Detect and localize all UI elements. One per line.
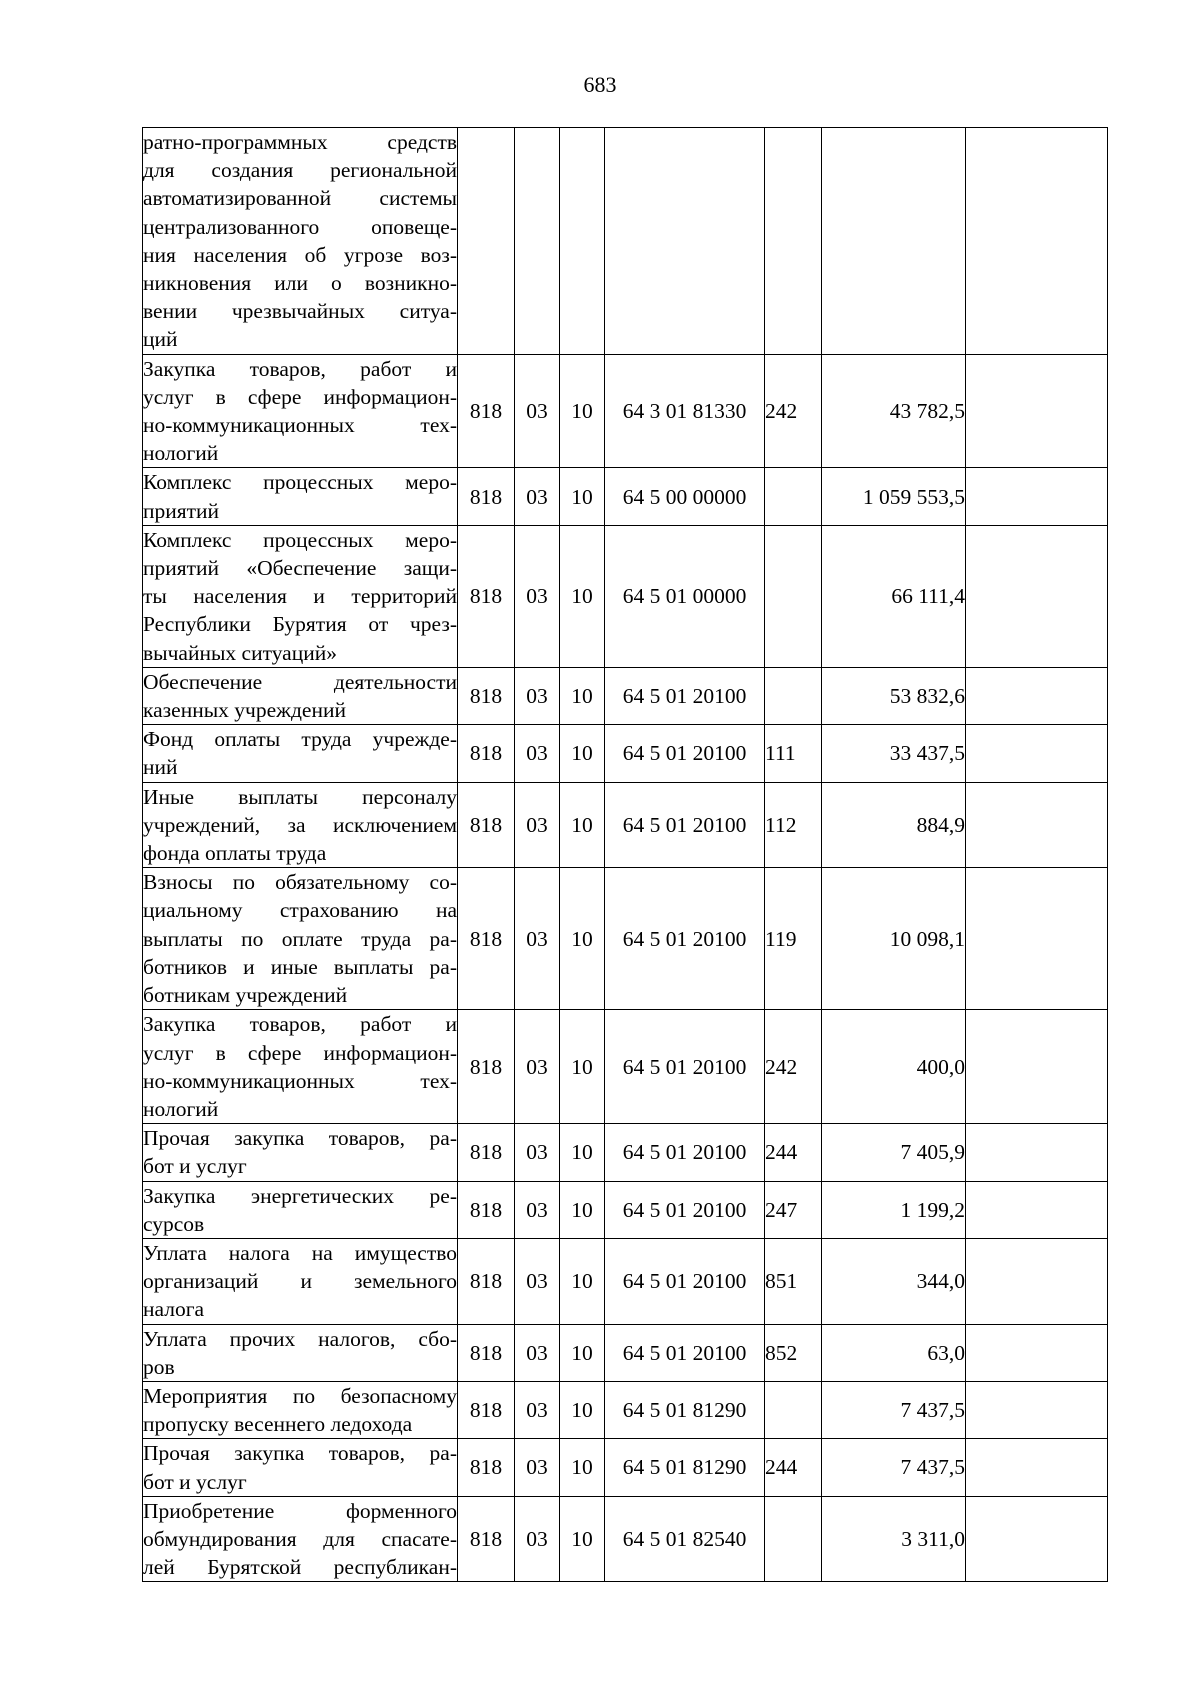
table-row	[143, 725, 1108, 782]
cell-ministry-code: 818	[458, 525, 515, 667]
cell-item-name	[143, 1181, 458, 1238]
cell-amount: 53 832,6	[822, 667, 966, 724]
cell-expense-type-code	[765, 128, 822, 355]
name-line: услуг в сфере информацион-	[143, 1040, 457, 1065]
cell-ministry-code: 818	[458, 1324, 515, 1381]
cell-extra	[966, 667, 1108, 724]
cell-expense-type-code: 119	[765, 868, 822, 1010]
name-line: бот и услуг	[143, 1469, 247, 1494]
cell-item-name	[143, 667, 458, 724]
cell-subsection-code: 10	[560, 468, 605, 525]
name-line: лей Бурятской республикан-	[143, 1555, 457, 1580]
cell-subsection-code: 10	[560, 1439, 605, 1496]
cell-amount: 43 782,5	[822, 354, 966, 468]
name-line: Прочая закупка товаров, ра-	[143, 1441, 457, 1466]
cell-section-code: 03	[515, 1238, 560, 1324]
cell-amount: 3 311,0	[822, 1496, 966, 1582]
cell-ministry-code: 818	[458, 1124, 515, 1181]
cell-section-code: 03	[515, 782, 560, 868]
cell-ministry-code: 818	[458, 782, 515, 868]
cell-expense-type-code: 852	[765, 1324, 822, 1381]
cell-item-name	[143, 1381, 458, 1438]
name-line: обмундирования для спасате-	[143, 1526, 457, 1551]
cell-amount: 10 098,1	[822, 868, 966, 1010]
cell-extra	[966, 782, 1108, 868]
cell-target-article-code: 64 5 01 20100	[605, 1238, 765, 1324]
cell-extra	[966, 354, 1108, 468]
cell-extra	[966, 1124, 1108, 1181]
cell-expense-type-code	[765, 667, 822, 724]
name-line: учреждений, за исключением	[143, 812, 457, 837]
cell-item-name	[143, 468, 458, 525]
cell-amount: 7 437,5	[822, 1381, 966, 1438]
cell-item-name	[143, 868, 458, 1010]
name-line: никновения или о возникно-	[143, 271, 457, 296]
name-line: Комплекс процессных меро-	[143, 470, 457, 495]
cell-extra	[966, 1324, 1108, 1381]
cell-target-article-code: 64 3 01 81330	[605, 354, 765, 468]
name-line: Республики Бурятия от чрез-	[143, 612, 457, 637]
cell-target-article-code: 64 5 01 81290	[605, 1381, 765, 1438]
cell-target-article-code: 64 5 01 20100	[605, 782, 765, 868]
table-row	[143, 1181, 1108, 1238]
table-row	[143, 667, 1108, 724]
cell-subsection-code: 10	[560, 1324, 605, 1381]
cell-extra	[966, 1496, 1108, 1582]
table-row	[143, 1124, 1108, 1181]
cell-ministry-code: 818	[458, 1381, 515, 1438]
cell-item-name	[143, 128, 458, 355]
cell-expense-type-code: 244	[765, 1439, 822, 1496]
cell-item-name	[143, 782, 458, 868]
cell-ministry-code: 818	[458, 1439, 515, 1496]
cell-subsection-code	[560, 128, 605, 355]
name-line: Иные выплаты персоналу	[143, 784, 457, 809]
cell-item-name	[143, 1496, 458, 1582]
cell-subsection-code: 10	[560, 667, 605, 724]
budget-table	[142, 127, 1108, 1582]
cell-amount: 400,0	[822, 1010, 966, 1124]
name-line: ты населения и территорий	[143, 584, 457, 609]
cell-ministry-code: 818	[458, 667, 515, 724]
cell-amount: 7 405,9	[822, 1124, 966, 1181]
name-line: ний	[143, 755, 178, 780]
cell-item-name	[143, 525, 458, 667]
name-line: Мероприятия по безопасному	[143, 1383, 457, 1408]
cell-extra	[966, 525, 1108, 667]
cell-amount: 66 111,4	[822, 525, 966, 667]
cell-ministry-code: 818	[458, 1010, 515, 1124]
cell-target-article-code	[605, 128, 765, 355]
name-line: Закупка энергетических ре-	[143, 1183, 457, 1208]
cell-expense-type-code	[765, 525, 822, 667]
cell-item-name	[143, 1124, 458, 1181]
name-line: фонда оплаты труда	[143, 841, 327, 866]
cell-extra	[966, 868, 1108, 1010]
cell-target-article-code: 64 5 01 20100	[605, 1010, 765, 1124]
cell-subsection-code: 10	[560, 1496, 605, 1582]
cell-section-code	[515, 128, 560, 355]
name-line: ния населения об угрозе воз-	[143, 242, 457, 267]
name-line: нологий	[143, 441, 219, 466]
cell-amount: 63,0	[822, 1324, 966, 1381]
name-line: Обеспечение деятельности	[143, 669, 457, 694]
cell-subsection-code: 10	[560, 1124, 605, 1181]
name-line: Комплекс процессных меро-	[143, 527, 457, 552]
cell-section-code: 03	[515, 1381, 560, 1438]
cell-section-code: 03	[515, 868, 560, 1010]
cell-expense-type-code: 242	[765, 354, 822, 468]
cell-section-code: 03	[515, 1010, 560, 1124]
cell-expense-type-code: 244	[765, 1124, 822, 1181]
cell-expense-type-code	[765, 468, 822, 525]
cell-subsection-code: 10	[560, 1238, 605, 1324]
cell-extra	[966, 1181, 1108, 1238]
name-line: Закупка товаров, работ и	[143, 356, 457, 381]
table-row	[143, 1439, 1108, 1496]
name-line: но-коммуникационных тех-	[143, 413, 457, 438]
cell-extra	[966, 468, 1108, 525]
cell-subsection-code: 10	[560, 868, 605, 1010]
cell-expense-type-code: 111	[765, 725, 822, 782]
name-line: централизованного оповеще-	[143, 214, 457, 239]
table-row	[143, 468, 1108, 525]
name-line: бот и услуг	[143, 1154, 247, 1179]
table-row	[143, 525, 1108, 667]
cell-extra	[966, 1010, 1108, 1124]
name-line: автоматизированной системы	[143, 186, 457, 211]
cell-extra	[966, 128, 1108, 355]
cell-subsection-code: 10	[560, 1381, 605, 1438]
name-line: Закупка товаров, работ и	[143, 1012, 457, 1037]
cell-ministry-code: 818	[458, 1238, 515, 1324]
name-line: выплаты по оплате труда ра-	[143, 926, 457, 951]
cell-section-code: 03	[515, 725, 560, 782]
name-line: налога	[143, 1297, 205, 1322]
table-row	[143, 354, 1108, 468]
cell-section-code: 03	[515, 525, 560, 667]
cell-section-code: 03	[515, 468, 560, 525]
name-line: пропуску весеннего ледохода	[143, 1412, 413, 1437]
cell-ministry-code: 818	[458, 468, 515, 525]
cell-target-article-code: 64 5 01 00000	[605, 525, 765, 667]
cell-extra	[966, 1238, 1108, 1324]
cell-target-article-code: 64 5 01 20100	[605, 868, 765, 1010]
table-body	[143, 128, 1108, 1582]
name-line: Фонд оплаты труда учрежде-	[143, 727, 457, 752]
cell-amount: 1 199,2	[822, 1181, 966, 1238]
table-row	[143, 1496, 1108, 1582]
cell-item-name	[143, 1439, 458, 1496]
cell-extra	[966, 725, 1108, 782]
name-line: ботникам учреждений	[143, 983, 348, 1008]
cell-section-code: 03	[515, 1324, 560, 1381]
cell-target-article-code: 64 5 01 20100	[605, 725, 765, 782]
page-number: 683	[583, 72, 617, 97]
cell-section-code: 03	[515, 1124, 560, 1181]
cell-ministry-code: 818	[458, 354, 515, 468]
cell-target-article-code: 64 5 01 20100	[605, 1324, 765, 1381]
cell-amount	[822, 128, 966, 355]
cell-target-article-code: 64 5 01 82540	[605, 1496, 765, 1582]
cell-item-name	[143, 1238, 458, 1324]
table-row	[143, 1324, 1108, 1381]
name-line: вычайных ситуаций»	[143, 640, 337, 665]
name-line: сурсов	[143, 1211, 205, 1236]
cell-section-code: 03	[515, 1496, 560, 1582]
cell-section-code: 03	[515, 1439, 560, 1496]
cell-amount: 344,0	[822, 1238, 966, 1324]
name-line: Взносы по обязательному со-	[143, 870, 457, 895]
cell-target-article-code: 64 5 01 20100	[605, 1124, 765, 1181]
cell-section-code: 03	[515, 667, 560, 724]
cell-amount: 7 437,5	[822, 1439, 966, 1496]
table-row	[143, 1238, 1108, 1324]
cell-expense-type-code: 851	[765, 1238, 822, 1324]
cell-subsection-code: 10	[560, 782, 605, 868]
name-line: Уплата прочих налогов, сбо-	[143, 1326, 457, 1351]
cell-item-name	[143, 1324, 458, 1381]
name-line: ратно-программных средств	[143, 130, 457, 154]
cell-extra	[966, 1439, 1108, 1496]
cell-subsection-code: 10	[560, 1010, 605, 1124]
name-line: организаций и земельного	[143, 1269, 457, 1294]
cell-target-article-code: 64 5 01 20100	[605, 1181, 765, 1238]
cell-target-article-code: 64 5 01 20100	[605, 667, 765, 724]
name-line: ботников и иные выплаты ра-	[143, 954, 457, 979]
cell-ministry-code: 818	[458, 725, 515, 782]
cell-item-name	[143, 725, 458, 782]
table-row	[143, 1381, 1108, 1438]
name-line: ций	[143, 327, 178, 352]
name-line: ров	[143, 1354, 175, 1379]
cell-expense-type-code	[765, 1381, 822, 1438]
name-line: вении чрезвычайных ситуа-	[143, 299, 457, 324]
cell-expense-type-code	[765, 1496, 822, 1582]
table-row	[143, 868, 1108, 1010]
cell-extra	[966, 1381, 1108, 1438]
name-line: Уплата налога на имущество	[143, 1240, 457, 1265]
name-line: услуг в сфере информацион-	[143, 384, 457, 409]
name-line: но-коммуникационных тех-	[143, 1068, 457, 1093]
cell-amount: 33 437,5	[822, 725, 966, 782]
cell-ministry-code: 818	[458, 1181, 515, 1238]
cell-subsection-code: 10	[560, 354, 605, 468]
cell-target-article-code: 64 5 00 00000	[605, 468, 765, 525]
cell-item-name	[143, 1010, 458, 1124]
name-line: приятий «Обеспечение защи-	[143, 556, 457, 581]
cell-item-name	[143, 354, 458, 468]
cell-subsection-code: 10	[560, 525, 605, 667]
cell-amount: 1 059 553,5	[822, 468, 966, 525]
name-line: циальному страхованию на	[143, 898, 457, 923]
cell-expense-type-code: 242	[765, 1010, 822, 1124]
name-line: приятий	[143, 498, 220, 523]
cell-section-code: 03	[515, 1181, 560, 1238]
cell-target-article-code: 64 5 01 81290	[605, 1439, 765, 1496]
cell-section-code: 03	[515, 354, 560, 468]
cell-ministry-code: 818	[458, 868, 515, 1010]
name-line: нологий	[143, 1096, 219, 1121]
cell-amount: 884,9	[822, 782, 966, 868]
cell-expense-type-code: 247	[765, 1181, 822, 1238]
cell-subsection-code: 10	[560, 725, 605, 782]
cell-ministry-code: 818	[458, 1496, 515, 1582]
table-row	[143, 782, 1108, 868]
name-line: казенных учреждений	[143, 698, 346, 723]
name-line: для создания региональной	[143, 158, 457, 183]
table-row	[143, 128, 1108, 355]
name-line: Прочая закупка товаров, ра-	[143, 1126, 457, 1151]
table-row	[143, 1010, 1108, 1124]
cell-ministry-code	[458, 128, 515, 355]
cell-expense-type-code: 112	[765, 782, 822, 868]
cell-subsection-code: 10	[560, 1181, 605, 1238]
name-line: Приобретение форменного	[143, 1498, 457, 1523]
